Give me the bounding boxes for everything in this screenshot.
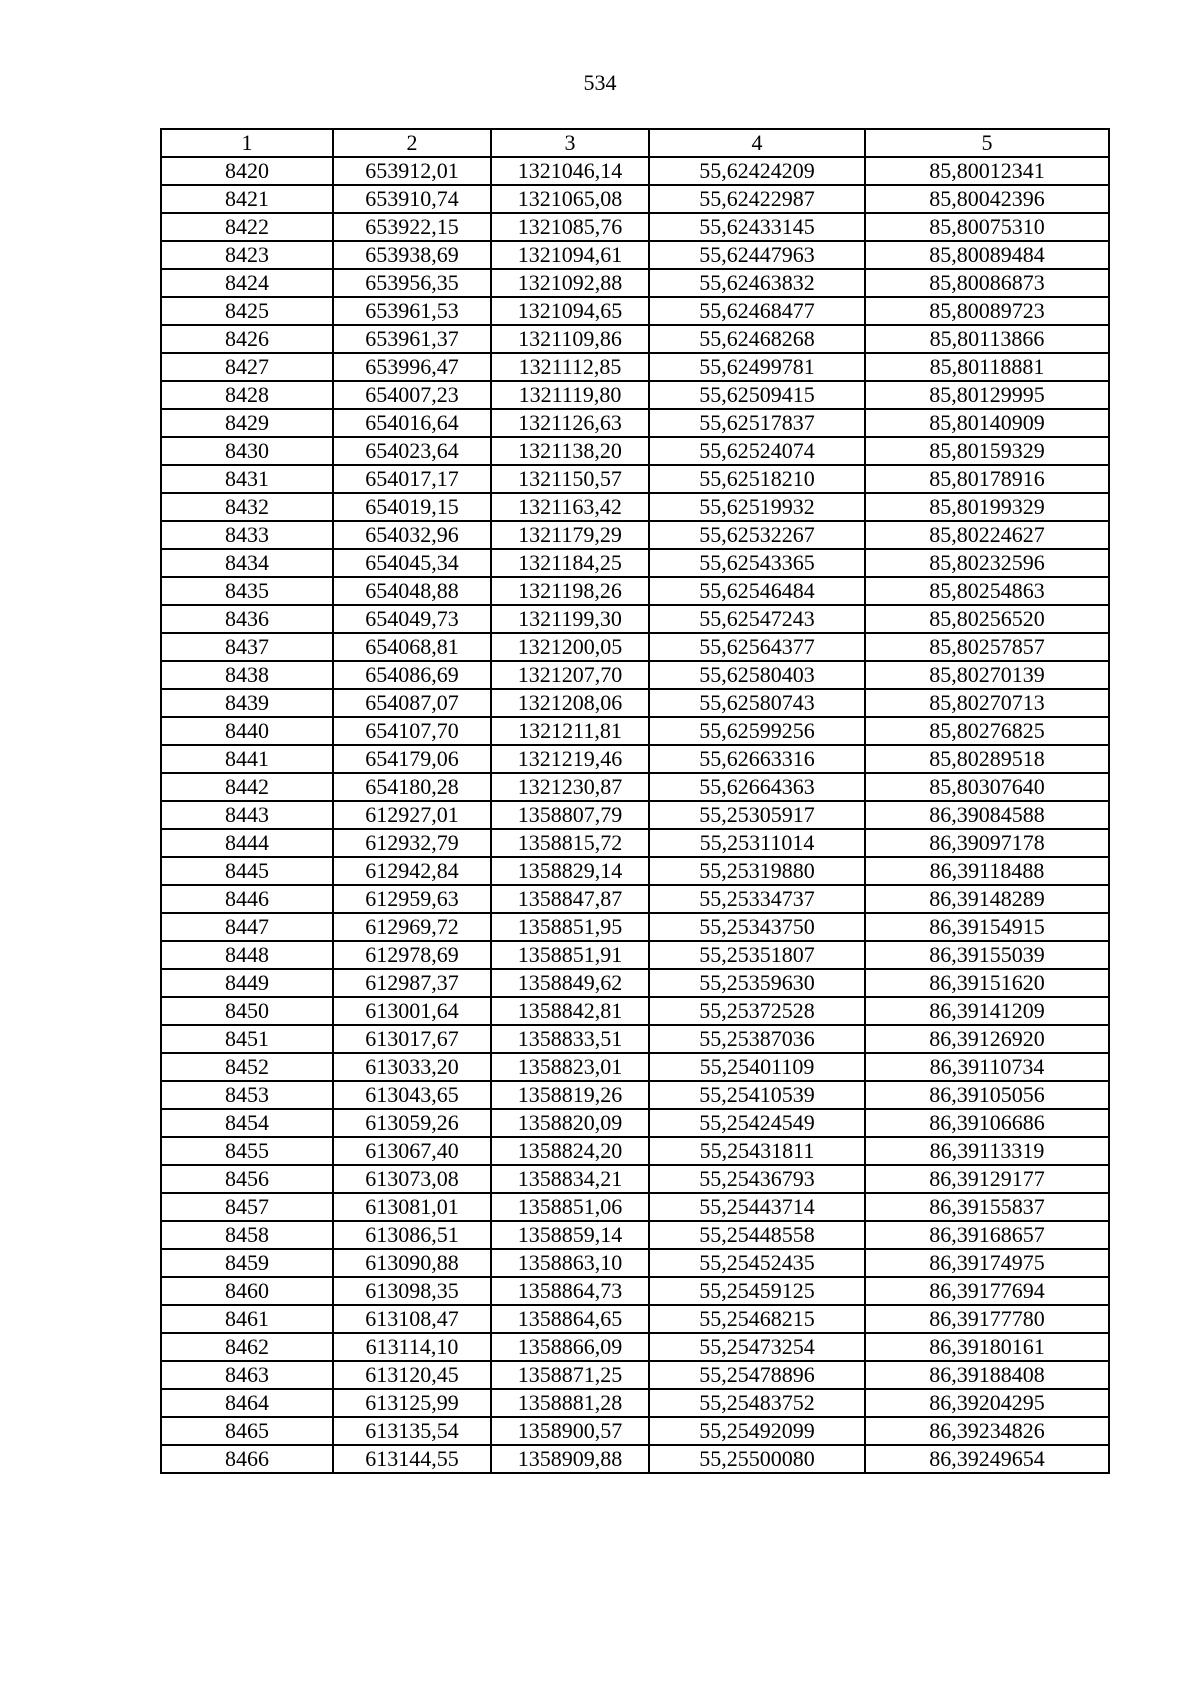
- longitude-cell: 86,39126920: [865, 1025, 1109, 1053]
- latitude-cell: 55,62519932: [649, 493, 865, 521]
- table-row: [161, 661, 1109, 689]
- longitude-cell: 85,80178916: [865, 465, 1109, 493]
- x-coordinate-cell: 654087,07: [333, 689, 491, 717]
- point-number-cell: 8466: [161, 1445, 333, 1473]
- longitude-cell: 86,39234826: [865, 1417, 1109, 1445]
- table-row: [161, 1445, 1109, 1473]
- table-row: [161, 773, 1109, 801]
- y-coordinate-cell: 1358820,09: [491, 1109, 649, 1137]
- longitude-cell: 85,80257857: [865, 633, 1109, 661]
- x-coordinate-cell: 654049,73: [333, 605, 491, 633]
- x-coordinate-cell: 613059,26: [333, 1109, 491, 1137]
- x-coordinate-cell: 654045,34: [333, 549, 491, 577]
- y-coordinate-cell: 1321119,80: [491, 381, 649, 409]
- longitude-cell: 85,80129995: [865, 381, 1109, 409]
- y-coordinate-cell: 1321200,05: [491, 633, 649, 661]
- longitude-cell: 86,39105056: [865, 1081, 1109, 1109]
- y-coordinate-cell: 1321150,57: [491, 465, 649, 493]
- point-number-cell: 8443: [161, 801, 333, 829]
- latitude-cell: 55,62524074: [649, 437, 865, 465]
- table-row: [161, 521, 1109, 549]
- x-coordinate-cell: 613108,47: [333, 1305, 491, 1333]
- latitude-cell: 55,25343750: [649, 913, 865, 941]
- longitude-cell: 86,39129177: [865, 1165, 1109, 1193]
- point-number-cell: 8427: [161, 353, 333, 381]
- table-row: [161, 1193, 1109, 1221]
- longitude-cell: 86,39113319: [865, 1137, 1109, 1165]
- longitude-cell: 86,39084588: [865, 801, 1109, 829]
- y-coordinate-cell: 1321184,25: [491, 549, 649, 577]
- x-coordinate-cell: 613081,01: [333, 1193, 491, 1221]
- table-row: [161, 577, 1109, 605]
- point-number-cell: 8454: [161, 1109, 333, 1137]
- longitude-cell: 86,39188408: [865, 1361, 1109, 1389]
- x-coordinate-cell: 612959,63: [333, 885, 491, 913]
- point-number-cell: 8424: [161, 269, 333, 297]
- latitude-cell: 55,25478896: [649, 1361, 865, 1389]
- y-coordinate-cell: 1321126,63: [491, 409, 649, 437]
- y-coordinate-cell: 1358842,81: [491, 997, 649, 1025]
- y-coordinate-cell: 1321230,87: [491, 773, 649, 801]
- longitude-cell: 86,39177694: [865, 1277, 1109, 1305]
- longitude-cell: 85,80254863: [865, 577, 1109, 605]
- latitude-cell: 55,62663316: [649, 745, 865, 773]
- latitude-cell: 55,25431811: [649, 1137, 865, 1165]
- y-coordinate-cell: 1358859,14: [491, 1221, 649, 1249]
- y-coordinate-cell: 1321046,14: [491, 157, 649, 185]
- longitude-cell: 85,80289518: [865, 745, 1109, 773]
- x-coordinate-cell: 613120,45: [333, 1361, 491, 1389]
- x-coordinate-cell: 612932,79: [333, 829, 491, 857]
- longitude-cell: 85,80199329: [865, 493, 1109, 521]
- y-coordinate-cell: 1358851,91: [491, 941, 649, 969]
- longitude-cell: 86,39174975: [865, 1249, 1109, 1277]
- table-row: [161, 885, 1109, 913]
- x-coordinate-cell: 654068,81: [333, 633, 491, 661]
- point-number-cell: 8458: [161, 1221, 333, 1249]
- table-row: [161, 1109, 1109, 1137]
- y-coordinate-cell: 1358881,28: [491, 1389, 649, 1417]
- y-coordinate-cell: 1358864,65: [491, 1305, 649, 1333]
- table-row: [161, 213, 1109, 241]
- column-header-1: 1: [161, 129, 333, 157]
- longitude-cell: 85,80270139: [865, 661, 1109, 689]
- longitude-cell: 86,39177780: [865, 1305, 1109, 1333]
- x-coordinate-cell: 654016,64: [333, 409, 491, 437]
- longitude-cell: 85,80307640: [865, 773, 1109, 801]
- latitude-cell: 55,25483752: [649, 1389, 865, 1417]
- point-number-cell: 8460: [161, 1277, 333, 1305]
- table-row: [161, 1081, 1109, 1109]
- table-row: [161, 241, 1109, 269]
- x-coordinate-cell: 613098,35: [333, 1277, 491, 1305]
- y-coordinate-cell: 1321163,42: [491, 493, 649, 521]
- longitude-cell: 86,39155837: [865, 1193, 1109, 1221]
- x-coordinate-cell: 654179,06: [333, 745, 491, 773]
- table-row: [161, 1417, 1109, 1445]
- longitude-cell: 86,39141209: [865, 997, 1109, 1025]
- x-coordinate-cell: 613135,54: [333, 1417, 491, 1445]
- latitude-cell: 55,25372528: [649, 997, 865, 1025]
- longitude-cell: 86,39249654: [865, 1445, 1109, 1473]
- point-number-cell: 8434: [161, 549, 333, 577]
- point-number-cell: 8457: [161, 1193, 333, 1221]
- y-coordinate-cell: 1358863,10: [491, 1249, 649, 1277]
- x-coordinate-cell: 613125,99: [333, 1389, 491, 1417]
- y-coordinate-cell: 1358849,62: [491, 969, 649, 997]
- longitude-cell: 86,39151620: [865, 969, 1109, 997]
- y-coordinate-cell: 1321065,08: [491, 185, 649, 213]
- longitude-cell: 86,39154915: [865, 913, 1109, 941]
- y-coordinate-cell: 1358847,87: [491, 885, 649, 913]
- x-coordinate-cell: 613090,88: [333, 1249, 491, 1277]
- latitude-cell: 55,62433145: [649, 213, 865, 241]
- table-row: [161, 717, 1109, 745]
- latitude-cell: 55,62509415: [649, 381, 865, 409]
- x-coordinate-cell: 653922,15: [333, 213, 491, 241]
- longitude-cell: 85,80075310: [865, 213, 1109, 241]
- latitude-cell: 55,25443714: [649, 1193, 865, 1221]
- x-coordinate-cell: 654019,15: [333, 493, 491, 521]
- page-number: 534: [583, 70, 617, 95]
- latitude-cell: 55,62518210: [649, 465, 865, 493]
- x-coordinate-cell: 612942,84: [333, 857, 491, 885]
- table-row: [161, 1305, 1109, 1333]
- y-coordinate-cell: 1321085,76: [491, 213, 649, 241]
- table-row: [161, 157, 1109, 185]
- y-coordinate-cell: 1358864,73: [491, 1277, 649, 1305]
- table-row: [161, 969, 1109, 997]
- column-header-3: 3: [491, 129, 649, 157]
- y-coordinate-cell: 1321179,29: [491, 521, 649, 549]
- latitude-cell: 55,62447963: [649, 241, 865, 269]
- table-row: [161, 185, 1109, 213]
- table-row: [161, 493, 1109, 521]
- latitude-cell: 55,25319880: [649, 857, 865, 885]
- y-coordinate-cell: 1321112,85: [491, 353, 649, 381]
- point-number-cell: 8447: [161, 913, 333, 941]
- table-row: [161, 1165, 1109, 1193]
- table-row: [161, 269, 1109, 297]
- point-number-cell: 8423: [161, 241, 333, 269]
- x-coordinate-cell: 654007,23: [333, 381, 491, 409]
- latitude-cell: 55,62468268: [649, 325, 865, 353]
- x-coordinate-cell: 654086,69: [333, 661, 491, 689]
- y-coordinate-cell: 1321208,06: [491, 689, 649, 717]
- x-coordinate-cell: 612987,37: [333, 969, 491, 997]
- longitude-cell: 85,80089723: [865, 297, 1109, 325]
- x-coordinate-cell: 612969,72: [333, 913, 491, 941]
- latitude-cell: 55,25473254: [649, 1333, 865, 1361]
- column-header-5: 5: [865, 129, 1109, 157]
- x-coordinate-cell: 612978,69: [333, 941, 491, 969]
- point-number-cell: 8437: [161, 633, 333, 661]
- x-coordinate-cell: 613144,55: [333, 1445, 491, 1473]
- table-row: [161, 353, 1109, 381]
- y-coordinate-cell: 1321199,30: [491, 605, 649, 633]
- y-coordinate-cell: 1358823,01: [491, 1053, 649, 1081]
- point-number-cell: 8451: [161, 1025, 333, 1053]
- table-row: [161, 381, 1109, 409]
- latitude-cell: 55,25452435: [649, 1249, 865, 1277]
- latitude-cell: 55,25305917: [649, 801, 865, 829]
- x-coordinate-cell: 654048,88: [333, 577, 491, 605]
- y-coordinate-cell: 1321109,86: [491, 325, 649, 353]
- table-row: [161, 1277, 1109, 1305]
- point-number-cell: 8461: [161, 1305, 333, 1333]
- x-coordinate-cell: 612927,01: [333, 801, 491, 829]
- point-number-cell: 8431: [161, 465, 333, 493]
- table-row: [161, 325, 1109, 353]
- y-coordinate-cell: 1321211,81: [491, 717, 649, 745]
- y-coordinate-cell: 1358833,51: [491, 1025, 649, 1053]
- latitude-cell: 55,62422987: [649, 185, 865, 213]
- y-coordinate-cell: 1358909,88: [491, 1445, 649, 1473]
- latitude-cell: 55,25351807: [649, 941, 865, 969]
- latitude-cell: 55,62532267: [649, 521, 865, 549]
- column-header-2: 2: [333, 129, 491, 157]
- table-row: [161, 1361, 1109, 1389]
- point-number-cell: 8438: [161, 661, 333, 689]
- y-coordinate-cell: 1358851,06: [491, 1193, 649, 1221]
- y-coordinate-cell: 1358807,79: [491, 801, 649, 829]
- header-row: [161, 129, 1109, 157]
- longitude-cell: 85,80140909: [865, 409, 1109, 437]
- x-coordinate-cell: 613033,20: [333, 1053, 491, 1081]
- table-row: [161, 1025, 1109, 1053]
- point-number-cell: 8465: [161, 1417, 333, 1445]
- latitude-cell: 55,62564377: [649, 633, 865, 661]
- point-number-cell: 8420: [161, 157, 333, 185]
- table-row: [161, 605, 1109, 633]
- y-coordinate-cell: 1358829,14: [491, 857, 649, 885]
- table-row: [161, 1249, 1109, 1277]
- table-row: [161, 409, 1109, 437]
- longitude-cell: 85,80232596: [865, 549, 1109, 577]
- table-row: [161, 913, 1109, 941]
- longitude-cell: 86,39110734: [865, 1053, 1109, 1081]
- latitude-cell: 55,62543365: [649, 549, 865, 577]
- point-number-cell: 8429: [161, 409, 333, 437]
- point-number-cell: 8436: [161, 605, 333, 633]
- x-coordinate-cell: 653912,01: [333, 157, 491, 185]
- latitude-cell: 55,25459125: [649, 1277, 865, 1305]
- x-coordinate-cell: 613067,40: [333, 1137, 491, 1165]
- longitude-cell: 85,80159329: [865, 437, 1109, 465]
- table-row: [161, 297, 1109, 325]
- longitude-cell: 86,39204295: [865, 1389, 1109, 1417]
- latitude-cell: 55,25492099: [649, 1417, 865, 1445]
- point-number-cell: 8444: [161, 829, 333, 857]
- point-number-cell: 8462: [161, 1333, 333, 1361]
- table-body: [161, 157, 1109, 1473]
- table-row: [161, 745, 1109, 773]
- y-coordinate-cell: 1358866,09: [491, 1333, 649, 1361]
- table-row: [161, 1389, 1109, 1417]
- x-coordinate-cell: 613001,64: [333, 997, 491, 1025]
- x-coordinate-cell: 613043,65: [333, 1081, 491, 1109]
- point-number-cell: 8463: [161, 1361, 333, 1389]
- x-coordinate-cell: 653910,74: [333, 185, 491, 213]
- x-coordinate-cell: 613073,08: [333, 1165, 491, 1193]
- table-row: [161, 633, 1109, 661]
- point-number-cell: 8440: [161, 717, 333, 745]
- longitude-cell: 86,39180161: [865, 1333, 1109, 1361]
- longitude-cell: 86,39097178: [865, 829, 1109, 857]
- longitude-cell: 86,39118488: [865, 857, 1109, 885]
- y-coordinate-cell: 1358819,26: [491, 1081, 649, 1109]
- longitude-cell: 86,39168657: [865, 1221, 1109, 1249]
- latitude-cell: 55,25401109: [649, 1053, 865, 1081]
- table-row: [161, 1221, 1109, 1249]
- table-row: [161, 465, 1109, 493]
- x-coordinate-cell: 653961,53: [333, 297, 491, 325]
- table-row: [161, 857, 1109, 885]
- x-coordinate-cell: 654180,28: [333, 773, 491, 801]
- x-coordinate-cell: 653956,35: [333, 269, 491, 297]
- point-number-cell: 8435: [161, 577, 333, 605]
- longitude-cell: 85,80012341: [865, 157, 1109, 185]
- x-coordinate-cell: 653996,47: [333, 353, 491, 381]
- latitude-cell: 55,62664363: [649, 773, 865, 801]
- point-number-cell: 8445: [161, 857, 333, 885]
- latitude-cell: 55,25359630: [649, 969, 865, 997]
- point-number-cell: 8439: [161, 689, 333, 717]
- point-number-cell: 8455: [161, 1137, 333, 1165]
- latitude-cell: 55,25448558: [649, 1221, 865, 1249]
- point-number-cell: 8459: [161, 1249, 333, 1277]
- table-row: [161, 997, 1109, 1025]
- x-coordinate-cell: 653961,37: [333, 325, 491, 353]
- point-number-cell: 8426: [161, 325, 333, 353]
- latitude-cell: 55,62499781: [649, 353, 865, 381]
- table-row: [161, 801, 1109, 829]
- y-coordinate-cell: 1321092,88: [491, 269, 649, 297]
- latitude-cell: 55,25410539: [649, 1081, 865, 1109]
- column-header-4: 4: [649, 129, 865, 157]
- y-coordinate-cell: 1358815,72: [491, 829, 649, 857]
- y-coordinate-cell: 1358900,57: [491, 1417, 649, 1445]
- latitude-cell: 55,62546484: [649, 577, 865, 605]
- table-row: [161, 1333, 1109, 1361]
- table-row: [161, 1137, 1109, 1165]
- longitude-cell: 86,39148289: [865, 885, 1109, 913]
- y-coordinate-cell: 1321094,61: [491, 241, 649, 269]
- point-number-cell: 8430: [161, 437, 333, 465]
- table-row: [161, 829, 1109, 857]
- table-row: [161, 941, 1109, 969]
- latitude-cell: 55,25468215: [649, 1305, 865, 1333]
- point-number-cell: 8422: [161, 213, 333, 241]
- point-number-cell: 8433: [161, 521, 333, 549]
- point-number-cell: 8441: [161, 745, 333, 773]
- latitude-cell: 55,62517837: [649, 409, 865, 437]
- y-coordinate-cell: 1321198,26: [491, 577, 649, 605]
- longitude-cell: 85,80113866: [865, 325, 1109, 353]
- x-coordinate-cell: 654107,70: [333, 717, 491, 745]
- longitude-cell: 85,80224627: [865, 521, 1109, 549]
- point-number-cell: 8456: [161, 1165, 333, 1193]
- point-number-cell: 8453: [161, 1081, 333, 1109]
- longitude-cell: 86,39106686: [865, 1109, 1109, 1137]
- y-coordinate-cell: 1358834,21: [491, 1165, 649, 1193]
- y-coordinate-cell: 1321094,65: [491, 297, 649, 325]
- x-coordinate-cell: 613086,51: [333, 1221, 491, 1249]
- latitude-cell: 55,25311014: [649, 829, 865, 857]
- longitude-cell: 85,80086873: [865, 269, 1109, 297]
- point-number-cell: 8428: [161, 381, 333, 409]
- table-row: [161, 689, 1109, 717]
- latitude-cell: 55,62580403: [649, 661, 865, 689]
- y-coordinate-cell: 1321207,70: [491, 661, 649, 689]
- latitude-cell: 55,25424549: [649, 1109, 865, 1137]
- point-number-cell: 8425: [161, 297, 333, 325]
- point-number-cell: 8464: [161, 1389, 333, 1417]
- y-coordinate-cell: 1358824,20: [491, 1137, 649, 1165]
- table-row: [161, 437, 1109, 465]
- longitude-cell: 85,80270713: [865, 689, 1109, 717]
- point-number-cell: 8449: [161, 969, 333, 997]
- x-coordinate-cell: 654032,96: [333, 521, 491, 549]
- x-coordinate-cell: 654023,64: [333, 437, 491, 465]
- x-coordinate-cell: 613017,67: [333, 1025, 491, 1053]
- latitude-cell: 55,25500080: [649, 1445, 865, 1473]
- coordinates-table: [160, 128, 1110, 1474]
- longitude-cell: 85,80118881: [865, 353, 1109, 381]
- latitude-cell: 55,62468477: [649, 297, 865, 325]
- point-number-cell: 8442: [161, 773, 333, 801]
- table-row: [161, 549, 1109, 577]
- longitude-cell: 85,80089484: [865, 241, 1109, 269]
- point-number-cell: 8432: [161, 493, 333, 521]
- y-coordinate-cell: 1358851,95: [491, 913, 649, 941]
- latitude-cell: 55,62580743: [649, 689, 865, 717]
- latitude-cell: 55,25436793: [649, 1165, 865, 1193]
- latitude-cell: 55,62599256: [649, 717, 865, 745]
- x-coordinate-cell: 653938,69: [333, 241, 491, 269]
- longitude-cell: 85,80256520: [865, 605, 1109, 633]
- latitude-cell: 55,62463832: [649, 269, 865, 297]
- longitude-cell: 86,39155039: [865, 941, 1109, 969]
- table-header: [161, 129, 1109, 157]
- table-row: [161, 1053, 1109, 1081]
- x-coordinate-cell: 613114,10: [333, 1333, 491, 1361]
- point-number-cell: 8446: [161, 885, 333, 913]
- point-number-cell: 8452: [161, 1053, 333, 1081]
- latitude-cell: 55,25387036: [649, 1025, 865, 1053]
- point-number-cell: 8421: [161, 185, 333, 213]
- x-coordinate-cell: 654017,17: [333, 465, 491, 493]
- y-coordinate-cell: 1321138,20: [491, 437, 649, 465]
- longitude-cell: 85,80276825: [865, 717, 1109, 745]
- latitude-cell: 55,62424209: [649, 157, 865, 185]
- point-number-cell: 8450: [161, 997, 333, 1025]
- latitude-cell: 55,25334737: [649, 885, 865, 913]
- latitude-cell: 55,62547243: [649, 605, 865, 633]
- y-coordinate-cell: 1358871,25: [491, 1361, 649, 1389]
- longitude-cell: 85,80042396: [865, 185, 1109, 213]
- point-number-cell: 8448: [161, 941, 333, 969]
- y-coordinate-cell: 1321219,46: [491, 745, 649, 773]
